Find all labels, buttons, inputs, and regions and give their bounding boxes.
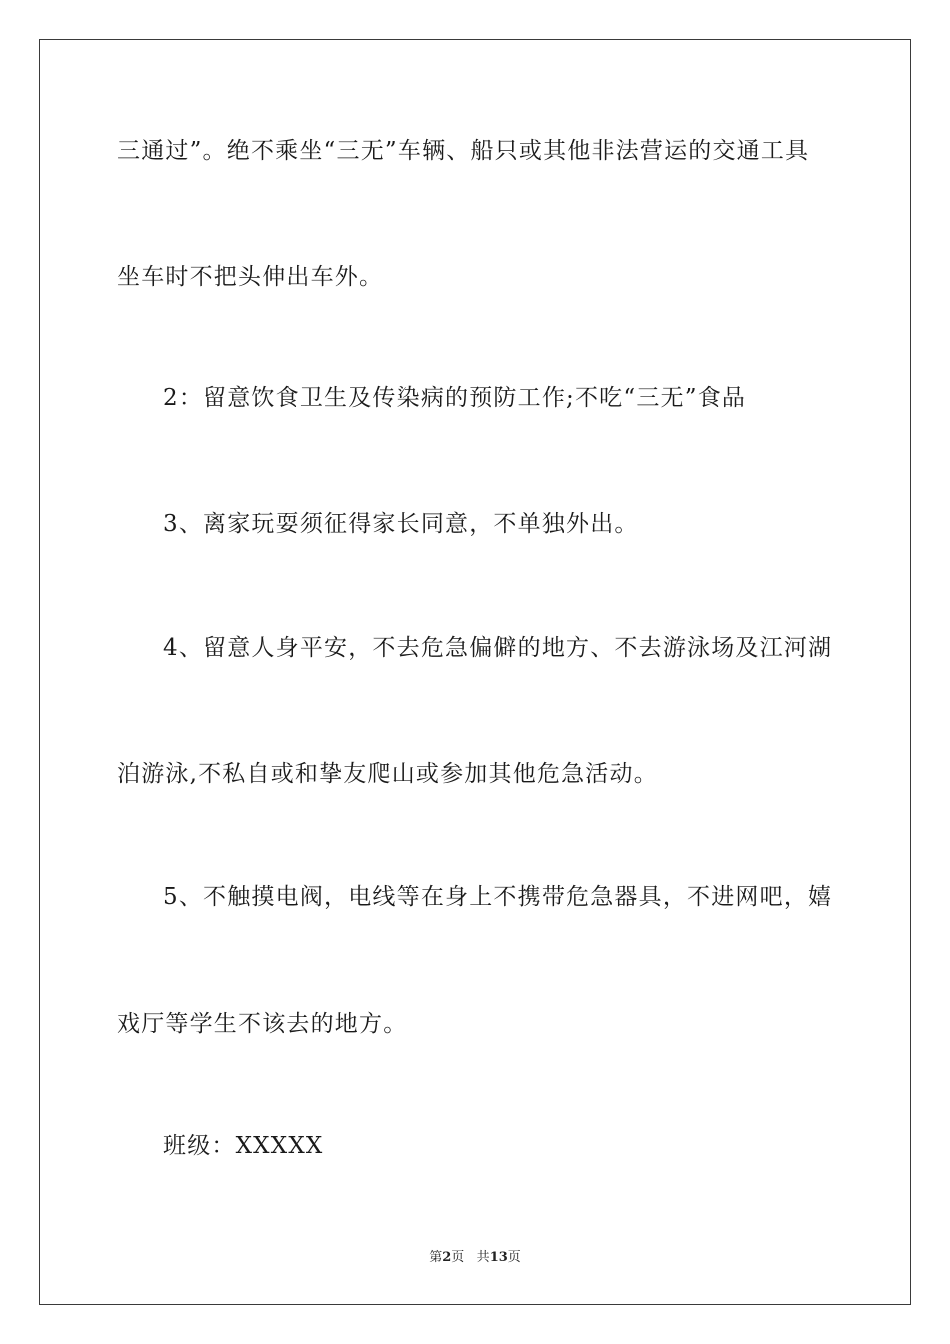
paragraph-line-item-5: 5、不触摸电阀，电线等在身上不携带危急器具，不进网吧，嬉	[163, 884, 833, 910]
page-number: 2	[442, 1250, 452, 1265]
paragraph-line-item-2: 2：留意饮食卫生及传染病的预防工作;不吃“三无”食品	[163, 385, 747, 411]
total-pages: 13	[489, 1250, 508, 1265]
total-suffix: 页	[507, 1250, 521, 1265]
paragraph-line: 坐车时不把头伸出车外。	[117, 264, 384, 290]
paragraph-line-item-3: 3、离家玩耍须征得家长同意，不单独外出。	[163, 511, 639, 537]
total-prefix: 共	[476, 1250, 490, 1265]
paragraph-line: 三通过”。绝不乘坐“三无”车辆、船只或其他非法营运的交通工具	[117, 138, 810, 164]
class-label: 班级：XXXXX	[163, 1133, 324, 1159]
paragraph-line-item-4: 4、留意人身平安，不去危急偏僻的地方、不去游泳场及江河湖	[163, 635, 833, 661]
page-border	[39, 39, 911, 1305]
page-suffix: 页	[451, 1250, 465, 1265]
paragraph-line: 戏厅等学生不该去的地方。	[117, 1011, 408, 1037]
paragraph-line: 泊游泳,不私自或和挚友爬山或参加其他危急活动。	[117, 761, 658, 787]
page-footer	[0, 1246, 950, 1265]
page-prefix: 第	[429, 1250, 443, 1265]
